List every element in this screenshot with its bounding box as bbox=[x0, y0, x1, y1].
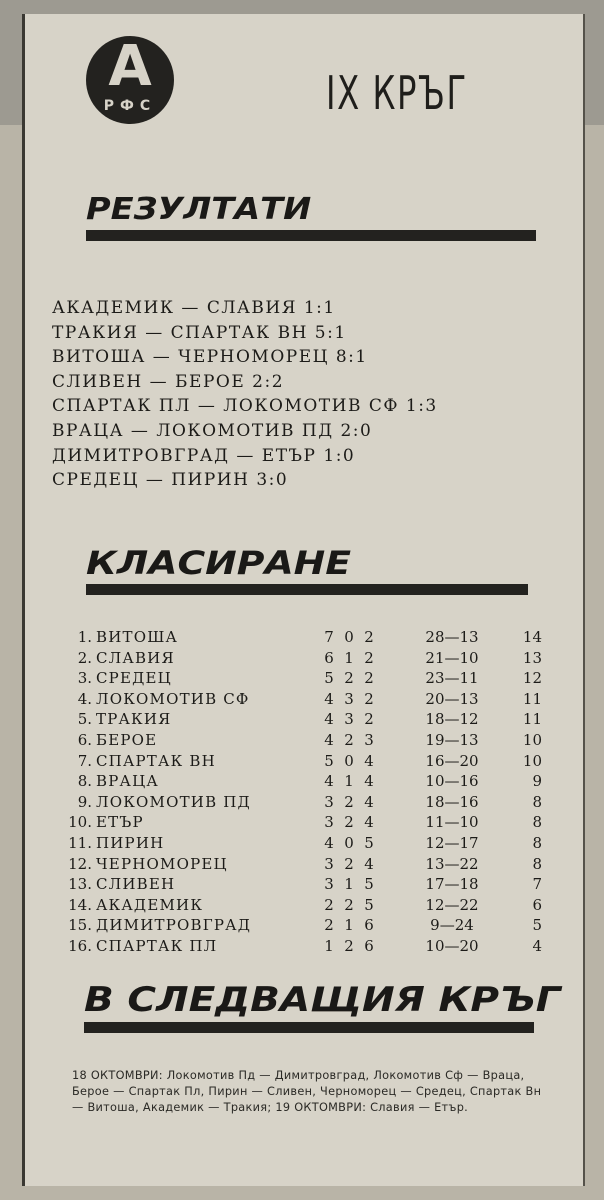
losses: 2 bbox=[364, 628, 374, 646]
team-name: ДИМИТРОВГРАД bbox=[96, 916, 252, 935]
points: 14 bbox=[522, 628, 542, 646]
draws: 1 bbox=[344, 875, 354, 894]
result-item: ТРАКИЯ — СПАРТАК ВН 5:1 bbox=[52, 322, 347, 343]
points: 9 bbox=[532, 772, 542, 791]
table-row bbox=[64, 709, 554, 730]
goal-difference: 18—16 bbox=[425, 792, 479, 811]
points: 8 bbox=[532, 854, 542, 873]
wins: 3 bbox=[324, 813, 334, 832]
team-name: ПИРИН bbox=[96, 833, 165, 852]
draws: 1 bbox=[344, 772, 354, 791]
standings-heading: КЛАСИРАНЕ bbox=[86, 544, 352, 582]
points: 4 bbox=[532, 936, 542, 955]
draws: 3 bbox=[344, 710, 354, 729]
losses: 5 bbox=[364, 875, 374, 894]
table-row bbox=[64, 915, 554, 936]
goal-difference: 12—22 bbox=[425, 895, 479, 914]
points: 10 bbox=[522, 751, 542, 770]
goal-difference: 21—10 bbox=[425, 648, 479, 667]
losses: 2 bbox=[364, 689, 374, 708]
goal-difference: 10—20 bbox=[425, 936, 479, 955]
losses: 5 bbox=[364, 895, 374, 914]
team-name: БЕРОЕ bbox=[96, 730, 158, 749]
standing-position: 3. bbox=[77, 669, 92, 688]
result-item: ВРАЦА — ЛОКОМОТИВ ПД 2:0 bbox=[52, 420, 373, 441]
draws: 2 bbox=[344, 813, 354, 832]
table-row bbox=[64, 895, 554, 916]
standing-position: 8. bbox=[77, 772, 92, 791]
losses: 2 bbox=[364, 669, 374, 688]
result-item: СПАРТАК ПЛ — ЛОКОМОТИВ СФ 1:3 bbox=[52, 396, 438, 417]
draws: 2 bbox=[344, 669, 354, 688]
standings-underline bbox=[86, 584, 528, 595]
standing-position: 15. bbox=[68, 916, 92, 935]
wins: 3 bbox=[324, 854, 334, 873]
losses: 3 bbox=[364, 730, 374, 749]
goal-difference: 19—13 bbox=[425, 730, 479, 749]
logo-subtext: РФС bbox=[103, 98, 157, 114]
losses: 6 bbox=[364, 936, 374, 955]
draws: 0 bbox=[344, 751, 354, 770]
standing-position: 10. bbox=[68, 813, 92, 832]
goal-difference: 16—20 bbox=[425, 751, 479, 770]
standings-table bbox=[64, 627, 554, 957]
draws: 0 bbox=[344, 833, 354, 852]
points: 8 bbox=[532, 813, 542, 832]
goal-difference: 13—22 bbox=[425, 854, 479, 873]
standing-position: 12. bbox=[68, 854, 92, 873]
points: 6 bbox=[532, 895, 542, 914]
standing-position: 9. bbox=[77, 792, 92, 811]
table-row bbox=[64, 936, 554, 957]
team-name: ТРАКИЯ bbox=[96, 710, 172, 729]
team-name: СРЕДЕЦ bbox=[96, 669, 172, 688]
wins: 1 bbox=[324, 936, 334, 955]
wins: 5 bbox=[324, 669, 334, 688]
wins: 3 bbox=[324, 875, 334, 894]
result-item: ДИМИТРОВГРАД — ЕТЪР 1:0 bbox=[52, 445, 356, 466]
wins: 3 bbox=[324, 792, 334, 811]
points: 11 bbox=[522, 710, 542, 729]
wins: 4 bbox=[324, 772, 334, 791]
standing-position: 1. bbox=[77, 628, 92, 646]
table-row bbox=[64, 833, 554, 854]
points: 10 bbox=[522, 730, 542, 749]
points: 5 bbox=[532, 916, 542, 935]
draws: 1 bbox=[344, 648, 354, 667]
standing-position: 11. bbox=[68, 833, 92, 852]
points: 11 bbox=[522, 689, 542, 708]
table-row bbox=[64, 854, 554, 875]
standing-position: 14. bbox=[68, 895, 92, 914]
points: 12 bbox=[522, 669, 542, 688]
table-row bbox=[64, 771, 554, 792]
draws: 2 bbox=[344, 936, 354, 955]
next-round-underline bbox=[84, 1022, 534, 1033]
goal-difference: 10—16 bbox=[425, 772, 479, 791]
goal-difference: 23—11 bbox=[425, 669, 479, 688]
standing-position: 4. bbox=[77, 689, 92, 708]
points: 7 bbox=[532, 875, 542, 894]
losses: 2 bbox=[364, 710, 374, 729]
draws: 2 bbox=[344, 854, 354, 873]
wins: 6 bbox=[324, 648, 334, 667]
wins: 4 bbox=[324, 833, 334, 852]
losses: 2 bbox=[364, 648, 374, 667]
standing-position: 7. bbox=[77, 751, 92, 770]
table-row bbox=[64, 812, 554, 833]
team-name: ЧЕРНОМОРЕЦ bbox=[96, 854, 228, 873]
table-row bbox=[64, 689, 554, 710]
draws: 1 bbox=[344, 916, 354, 935]
wins: 4 bbox=[324, 730, 334, 749]
logo-letter: А bbox=[108, 34, 152, 99]
next-round-fixtures: 18 ОКТОМВРИ: Локомотив Пд — Димитровград, Локомотив Сф — Враца, Берое — Спартак Пл, Пирин — Сливен, Черноморец — Средец, Спартак Вн — Витоша, Академик — Тракия; 19 ОКТОМВРИ: Славия — Етър. bbox=[72, 1069, 542, 1114]
results-list bbox=[52, 296, 438, 493]
team-name: ВРАЦА bbox=[96, 772, 159, 791]
draws: 3 bbox=[344, 689, 354, 708]
team-name: СЛИВЕН bbox=[96, 875, 176, 894]
standing-position: 16. bbox=[68, 936, 92, 955]
team-name: СПАРТАК ВН bbox=[96, 751, 216, 770]
standing-position: 6. bbox=[77, 730, 92, 749]
goal-difference: 12—17 bbox=[425, 833, 479, 852]
team-name: СПАРТАК ПЛ bbox=[96, 936, 218, 955]
draws: 0 bbox=[344, 628, 354, 646]
goal-difference: 11—10 bbox=[425, 813, 479, 832]
wins: 2 bbox=[324, 895, 334, 914]
result-item: ВИТОША — ЧЕРНОМОРЕЦ 8:1 bbox=[52, 347, 368, 368]
losses: 4 bbox=[364, 813, 374, 832]
standing-position: 5. bbox=[77, 710, 92, 729]
goal-difference: 17—18 bbox=[425, 875, 479, 894]
standing-position: 2. bbox=[77, 648, 92, 667]
team-name: АКАДЕМИК bbox=[96, 895, 204, 914]
team-name: ВИТОША bbox=[96, 628, 179, 646]
team-name: ЛОКОМОТИВ ПД bbox=[96, 792, 251, 811]
goal-difference: 18—12 bbox=[425, 710, 479, 729]
losses: 4 bbox=[364, 854, 374, 873]
losses: 4 bbox=[364, 772, 374, 791]
results-underline bbox=[86, 230, 536, 241]
draws: 2 bbox=[344, 730, 354, 749]
standing-position: 13. bbox=[68, 875, 92, 894]
draws: 2 bbox=[344, 792, 354, 811]
points: 8 bbox=[532, 833, 542, 852]
table-row bbox=[64, 751, 554, 772]
losses: 4 bbox=[364, 751, 374, 770]
result-item: СРЕДЕЦ — ПИРИН 3:0 bbox=[52, 470, 289, 491]
table-row bbox=[64, 792, 554, 813]
table-row bbox=[64, 730, 554, 751]
wins: 7 bbox=[324, 628, 334, 646]
wins: 5 bbox=[324, 751, 334, 770]
round-title: IX КРЪГ bbox=[326, 66, 468, 120]
team-name: ЛОКОМОТИВ СФ bbox=[96, 689, 250, 708]
draws: 2 bbox=[344, 895, 354, 914]
wins: 4 bbox=[324, 689, 334, 708]
results-heading: РЕЗУЛТАТИ bbox=[86, 192, 312, 227]
team-name: СЛАВИЯ bbox=[96, 648, 175, 667]
team-name: ЕТЪР bbox=[96, 813, 144, 832]
losses: 4 bbox=[364, 792, 374, 811]
wins: 4 bbox=[324, 710, 334, 729]
goal-difference: 9—24 bbox=[430, 916, 474, 935]
table-row bbox=[64, 668, 554, 689]
wins: 2 bbox=[324, 916, 334, 935]
points: 13 bbox=[522, 648, 542, 667]
goal-difference: 28—13 bbox=[425, 628, 479, 646]
table-row bbox=[64, 627, 554, 648]
result-item: АКАДЕМИК — СЛАВИЯ 1:1 bbox=[52, 298, 336, 318]
table-row bbox=[64, 648, 554, 669]
losses: 6 bbox=[364, 916, 374, 935]
next-round-heading: В СЛЕДВАЩИЯ КРЪГ bbox=[84, 980, 561, 1020]
goal-difference: 20—13 bbox=[425, 689, 479, 708]
table-row bbox=[64, 874, 554, 895]
result-item: СЛИВЕН — БЕРОЕ 2:2 bbox=[52, 371, 285, 392]
losses: 5 bbox=[364, 833, 374, 852]
points: 8 bbox=[532, 792, 542, 811]
afs-logo bbox=[86, 36, 174, 124]
